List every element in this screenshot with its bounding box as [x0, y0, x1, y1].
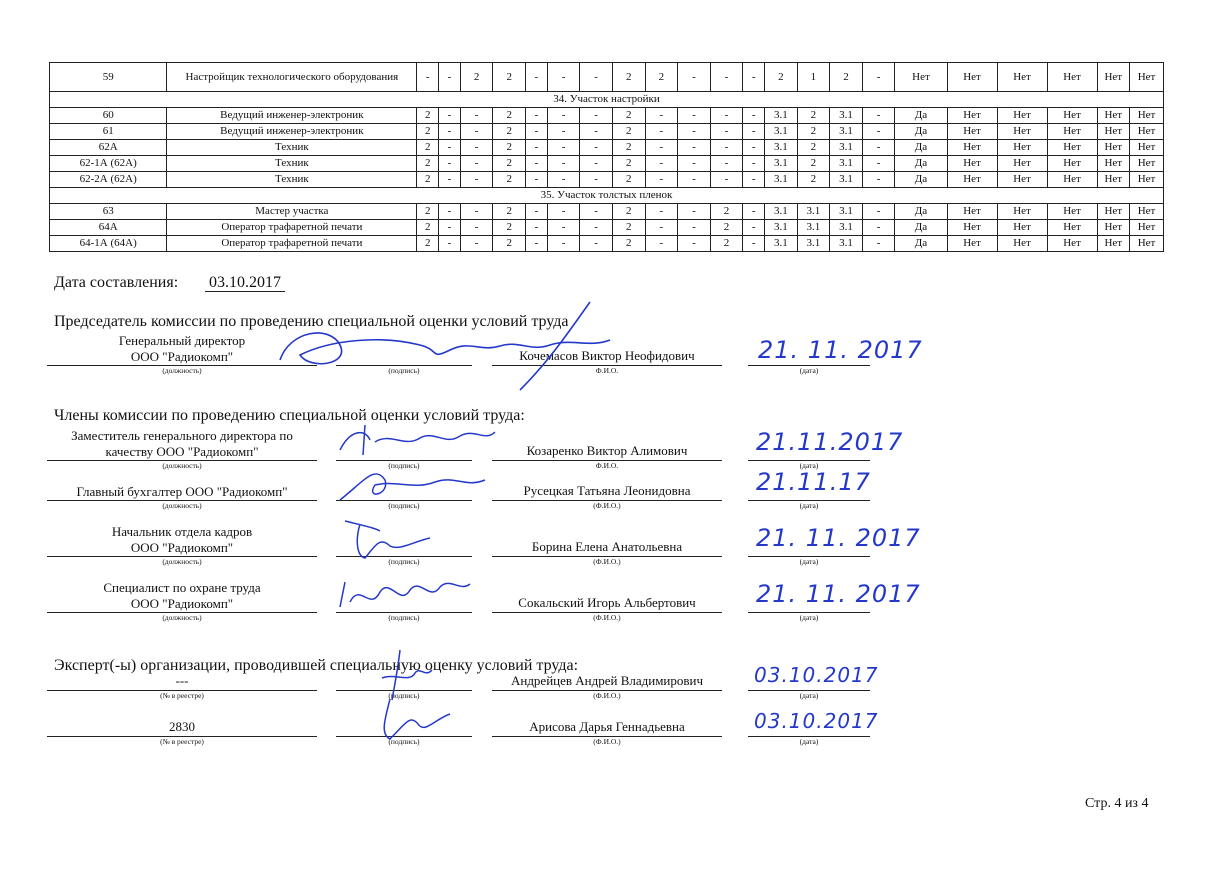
table-row: [50, 204, 1164, 220]
member-cap-name: (Ф.И.О.): [593, 557, 621, 566]
value-cell: Нет: [997, 204, 1047, 220]
expert-cap-date: (дата): [799, 691, 819, 700]
value-cell: -: [526, 156, 548, 172]
member-cap-name: (Ф.И.О.): [593, 613, 621, 622]
table-row: [50, 124, 1164, 140]
value-cell: 3.1: [830, 140, 863, 156]
value-cell: -: [526, 220, 548, 236]
member-name: Козаренко Виктор Алимович: [526, 443, 688, 458]
value-cell: 2: [417, 204, 439, 220]
table-section-row: [50, 188, 1164, 204]
row-number-cell: 63: [50, 204, 167, 220]
value-cell: Нет: [997, 140, 1047, 156]
value-cell: -: [580, 140, 613, 156]
value-cell: -: [460, 124, 493, 140]
member-position-line2: Главный бухгалтер ООО "Радиокомп": [76, 484, 288, 499]
value-cell: Нет: [1047, 236, 1097, 252]
row-number-cell: 62-1А (62А): [50, 156, 167, 172]
expert-date-handwritten: 03.10.2017: [754, 709, 879, 733]
value-cell: -: [862, 63, 895, 92]
value-cell: Нет: [1130, 172, 1164, 188]
value-cell: 3.1: [765, 140, 798, 156]
value-cell: -: [526, 63, 548, 92]
page-number: Стр. 4 из 4: [1085, 796, 1149, 811]
value-cell: -: [580, 124, 613, 140]
value-cell: -: [439, 220, 461, 236]
value-cell: Нет: [1097, 63, 1130, 92]
value-cell: 2: [417, 236, 439, 252]
value-cell: Нет: [1097, 204, 1130, 220]
value-cell: -: [862, 220, 895, 236]
member-date-handwritten: 21. 11. 2017: [756, 580, 921, 608]
value-cell: Нет: [947, 108, 997, 124]
value-cell: 2: [797, 172, 830, 188]
value-cell: Нет: [1047, 124, 1097, 140]
value-cell: Да: [895, 236, 947, 252]
value-cell: Нет: [947, 220, 997, 236]
value-cell: Нет: [1130, 156, 1164, 172]
value-cell: -: [439, 204, 461, 220]
value-cell: Нет: [1047, 108, 1097, 124]
value-cell: Нет: [1097, 140, 1130, 156]
value-cell: 2: [612, 204, 645, 220]
chairman-position-line2: ООО "Радиокомп": [130, 349, 234, 364]
value-cell: 3.1: [830, 124, 863, 140]
value-cell: -: [439, 172, 461, 188]
position-name-cell: Мастер участка: [167, 204, 417, 220]
value-cell: Нет: [947, 204, 997, 220]
member-signature: [335, 572, 505, 622]
value-cell: 2: [612, 236, 645, 252]
value-cell: -: [710, 172, 743, 188]
value-cell: 2: [710, 236, 743, 252]
row-number-cell: 62А: [50, 140, 167, 156]
member-cap-position: (должность): [162, 557, 202, 566]
section-label: 35. Участок толстых пленок: [50, 188, 1164, 204]
value-cell: -: [678, 236, 711, 252]
value-cell: -: [547, 204, 580, 220]
member-position-line1: Начальник отдела кадров: [111, 524, 253, 539]
value-cell: 2: [612, 124, 645, 140]
value-cell: 3.1: [765, 236, 798, 252]
member-cap-name: Ф.И.О.: [595, 461, 619, 470]
value-cell: -: [439, 63, 461, 92]
value-cell: 3.1: [765, 220, 798, 236]
value-cell: -: [862, 124, 895, 140]
value-cell: Нет: [947, 124, 997, 140]
expert-cap-date: (дата): [799, 737, 819, 746]
member-cap-signature: (подпись): [388, 557, 420, 566]
section-label: 34. Участок настройки: [50, 92, 1164, 108]
value-cell: -: [678, 204, 711, 220]
member-position-line1: Специалист по охране труда: [103, 580, 261, 595]
expert-registry: ---: [175, 673, 189, 688]
value-cell: Нет: [997, 172, 1047, 188]
value-cell: -: [547, 220, 580, 236]
position-name-cell: Техник: [167, 140, 417, 156]
member-cap-signature: (подпись): [388, 501, 420, 510]
value-cell: 3.1: [765, 204, 798, 220]
value-cell: -: [645, 124, 678, 140]
value-cell: Нет: [1130, 236, 1164, 252]
member-cap-date: (дата): [799, 613, 819, 622]
value-cell: -: [645, 172, 678, 188]
member-cap-position: (должность): [162, 613, 202, 622]
assessment-table: [49, 62, 1164, 252]
value-cell: 2: [612, 63, 645, 92]
value-cell: -: [678, 172, 711, 188]
table-row: [50, 63, 1164, 92]
member-cap-date: (дата): [799, 501, 819, 510]
value-cell: -: [710, 124, 743, 140]
value-cell: 2: [493, 63, 526, 92]
value-cell: -: [526, 140, 548, 156]
value-cell: Нет: [997, 220, 1047, 236]
value-cell: 3.1: [765, 156, 798, 172]
value-cell: -: [743, 204, 765, 220]
expert-cap-name: (Ф.И.О.): [593, 691, 621, 700]
row-number-cell: 61: [50, 124, 167, 140]
value-cell: Да: [895, 220, 947, 236]
value-cell: -: [547, 236, 580, 252]
member-cap-name: (Ф.И.О.): [593, 501, 621, 510]
value-cell: -: [645, 204, 678, 220]
value-cell: -: [526, 236, 548, 252]
value-cell: -: [710, 63, 743, 92]
value-cell: 2: [493, 220, 526, 236]
member-cap-signature: (подпись): [388, 613, 420, 622]
value-cell: Нет: [947, 140, 997, 156]
value-cell: -: [645, 236, 678, 252]
value-cell: -: [547, 140, 580, 156]
value-cell: -: [439, 124, 461, 140]
value-cell: Нет: [895, 63, 947, 92]
value-cell: Нет: [1047, 220, 1097, 236]
member-date-handwritten: 21.11.17: [756, 468, 871, 496]
value-cell: -: [743, 236, 765, 252]
row-number-cell: 64-1А (64А): [50, 236, 167, 252]
value-cell: -: [743, 63, 765, 92]
chairman-date-handwritten: 21. 11. 2017: [758, 336, 923, 364]
chairman-heading: Председатель комиссии по проведению специальной оценки условий труда: [54, 313, 569, 330]
value-cell: 2: [493, 156, 526, 172]
chairman-cap-date: (дата): [799, 366, 819, 375]
value-cell: -: [710, 108, 743, 124]
value-cell: -: [678, 220, 711, 236]
value-cell: -: [743, 108, 765, 124]
value-cell: Нет: [947, 156, 997, 172]
value-cell: 3.1: [765, 108, 798, 124]
value-cell: -: [678, 63, 711, 92]
value-cell: -: [547, 124, 580, 140]
member-cap-date: (дата): [799, 461, 819, 470]
member-cap-signature: (подпись): [388, 461, 420, 470]
value-cell: -: [460, 108, 493, 124]
value-cell: -: [526, 204, 548, 220]
value-cell: 2: [710, 220, 743, 236]
table-row: [50, 172, 1164, 188]
table-row: [50, 156, 1164, 172]
expert-name: Арисова Дарья Геннадьевна: [529, 719, 685, 734]
expert-registry: 2830: [169, 719, 195, 734]
value-cell: -: [743, 220, 765, 236]
value-cell: 1: [797, 63, 830, 92]
value-cell: Нет: [1097, 124, 1130, 140]
value-cell: 3.1: [830, 236, 863, 252]
value-cell: 2: [493, 108, 526, 124]
value-cell: -: [580, 156, 613, 172]
value-cell: -: [743, 124, 765, 140]
value-cell: Нет: [1130, 63, 1164, 92]
value-cell: -: [526, 108, 548, 124]
value-cell: Нет: [1047, 172, 1097, 188]
value-cell: Нет: [997, 108, 1047, 124]
value-cell: -: [645, 220, 678, 236]
value-cell: Нет: [1130, 204, 1164, 220]
member-date-handwritten: 21. 11. 2017: [756, 524, 921, 552]
expert-cap-registry: (№ в реестре): [160, 737, 204, 746]
table-row: [50, 236, 1164, 252]
member-name: Сокальский Игорь Альбертович: [518, 595, 696, 610]
value-cell: Нет: [1130, 140, 1164, 156]
value-cell: -: [580, 63, 613, 92]
value-cell: Нет: [1130, 220, 1164, 236]
value-cell: -: [743, 156, 765, 172]
table-row: [50, 220, 1164, 236]
expert-cap-signature: (подпись): [388, 691, 420, 700]
value-cell: Нет: [1130, 124, 1164, 140]
position-name-cell: Настройщик технологического оборудования: [167, 63, 417, 92]
member-cap-date: (дата): [799, 557, 819, 566]
chairman-cap-signature: (подпись): [388, 366, 420, 375]
value-cell: Нет: [947, 172, 997, 188]
table-row: [50, 108, 1164, 124]
value-cell: Нет: [947, 63, 997, 92]
table-row: [50, 140, 1164, 156]
value-cell: -: [547, 156, 580, 172]
members-heading: Члены комиссии по проведению специальной оценки условий труда:: [54, 407, 525, 424]
value-cell: -: [460, 204, 493, 220]
value-cell: -: [862, 204, 895, 220]
value-cell: 2: [493, 140, 526, 156]
value-cell: 2: [765, 63, 798, 92]
position-name-cell: Оператор трафаретной печати: [167, 236, 417, 252]
chairman-cap-name: Ф.И.О.: [595, 366, 619, 375]
member-name: Русецкая Татьяна Леонидовна: [523, 483, 691, 498]
value-cell: Нет: [1097, 220, 1130, 236]
value-cell: -: [547, 108, 580, 124]
value-cell: -: [743, 140, 765, 156]
value-cell: -: [547, 172, 580, 188]
chairman-cap-position: (должность): [162, 366, 202, 375]
value-cell: -: [460, 156, 493, 172]
value-cell: 2: [493, 204, 526, 220]
value-cell: 2: [797, 124, 830, 140]
value-cell: 2: [710, 204, 743, 220]
value-cell: -: [678, 108, 711, 124]
row-number-cell: 59: [50, 63, 167, 92]
value-cell: -: [678, 140, 711, 156]
value-cell: Нет: [1097, 108, 1130, 124]
value-cell: Нет: [1047, 204, 1097, 220]
value-cell: 2: [612, 220, 645, 236]
value-cell: 2: [493, 172, 526, 188]
value-cell: -: [439, 140, 461, 156]
value-cell: 2: [417, 140, 439, 156]
value-cell: -: [710, 140, 743, 156]
value-cell: Нет: [1047, 156, 1097, 172]
value-cell: -: [439, 156, 461, 172]
row-number-cell: 60: [50, 108, 167, 124]
value-cell: -: [417, 63, 439, 92]
value-cell: 2: [612, 108, 645, 124]
value-cell: -: [743, 172, 765, 188]
value-cell: Да: [895, 172, 947, 188]
member-position-line1: Заместитель генерального директора по: [71, 428, 293, 443]
value-cell: -: [710, 156, 743, 172]
value-cell: Да: [895, 108, 947, 124]
value-cell: 2: [417, 172, 439, 188]
value-cell: 2: [830, 63, 863, 92]
member-cap-position: (должность): [162, 501, 202, 510]
chairman-signature: [270, 290, 630, 400]
value-cell: -: [678, 124, 711, 140]
value-cell: -: [460, 236, 493, 252]
value-cell: Нет: [1097, 172, 1130, 188]
value-cell: Нет: [947, 236, 997, 252]
value-cell: 2: [493, 236, 526, 252]
value-cell: 2: [612, 140, 645, 156]
value-cell: 3.1: [765, 124, 798, 140]
value-cell: -: [678, 156, 711, 172]
value-cell: 2: [612, 172, 645, 188]
experts-heading: Эксперт(-ы) организации, проводившей специальную оценку условий труда:: [54, 657, 579, 674]
member-signature: [335, 516, 505, 566]
value-cell: Нет: [1130, 108, 1164, 124]
date-label: Дата составления:: [54, 274, 179, 291]
date-value: 03.10.2017: [205, 274, 285, 292]
value-cell: Нет: [997, 236, 1047, 252]
value-cell: -: [460, 220, 493, 236]
value-cell: -: [862, 172, 895, 188]
value-cell: -: [439, 108, 461, 124]
value-cell: Нет: [997, 156, 1047, 172]
member-date-handwritten: 21.11.2017: [756, 428, 904, 456]
member-position-line2: качеству ООО "Радиокомп": [105, 444, 259, 459]
value-cell: 3.1: [797, 220, 830, 236]
value-cell: 3.1: [830, 108, 863, 124]
value-cell: 2: [797, 108, 830, 124]
expert-cap-signature: (подпись): [388, 737, 420, 746]
chairman-position-line1: Генеральный директор: [118, 333, 246, 348]
value-cell: 2: [417, 220, 439, 236]
value-cell: -: [862, 140, 895, 156]
value-cell: Нет: [1097, 236, 1130, 252]
member-position-line2: ООО "Радиокомп": [130, 596, 234, 611]
value-cell: -: [439, 236, 461, 252]
expert-signature: [370, 694, 470, 749]
member-signature: [335, 460, 505, 510]
value-cell: 3.1: [797, 236, 830, 252]
member-name: Борина Елена Анатольевна: [531, 539, 683, 554]
value-cell: Нет: [997, 124, 1047, 140]
member-cap-position: (должность): [162, 461, 202, 470]
value-cell: Да: [895, 156, 947, 172]
value-cell: 2: [417, 108, 439, 124]
value-cell: Нет: [1097, 156, 1130, 172]
expert-cap-name: (Ф.И.О.): [593, 737, 621, 746]
position-name-cell: Техник: [167, 156, 417, 172]
value-cell: -: [460, 140, 493, 156]
value-cell: Да: [895, 204, 947, 220]
position-name-cell: Оператор трафаретной печати: [167, 220, 417, 236]
value-cell: -: [580, 236, 613, 252]
value-cell: -: [526, 124, 548, 140]
value-cell: Да: [895, 124, 947, 140]
value-cell: 3.1: [830, 220, 863, 236]
member-position-line2: ООО "Радиокомп": [130, 540, 234, 555]
position-name-cell: Ведущий инженер-электроник: [167, 124, 417, 140]
value-cell: -: [580, 172, 613, 188]
value-cell: 2: [797, 156, 830, 172]
position-name-cell: Техник: [167, 172, 417, 188]
value-cell: 3.1: [830, 156, 863, 172]
value-cell: 2: [797, 140, 830, 156]
value-cell: -: [580, 108, 613, 124]
value-cell: Нет: [1047, 63, 1097, 92]
expert-name: Андрейцев Андрей Владимирович: [510, 673, 704, 688]
chairman-name: Кочемасов Виктор Неофидович: [519, 348, 695, 363]
value-cell: 3.1: [830, 204, 863, 220]
expert-date-handwritten: 03.10.2017: [754, 663, 879, 687]
value-cell: -: [460, 172, 493, 188]
table-section-row: [50, 92, 1164, 108]
value-cell: 2: [645, 63, 678, 92]
expert-cap-registry: (№ в реестре): [160, 691, 204, 700]
value-cell: -: [526, 172, 548, 188]
value-cell: 2: [460, 63, 493, 92]
value-cell: 2: [417, 156, 439, 172]
value-cell: -: [645, 140, 678, 156]
value-cell: Да: [895, 140, 947, 156]
value-cell: -: [862, 156, 895, 172]
value-cell: 3.1: [797, 204, 830, 220]
value-cell: 2: [493, 124, 526, 140]
value-cell: -: [547, 63, 580, 92]
value-cell: 3.1: [830, 172, 863, 188]
value-cell: -: [645, 108, 678, 124]
value-cell: Нет: [1047, 140, 1097, 156]
value-cell: 3.1: [765, 172, 798, 188]
value-cell: -: [580, 204, 613, 220]
value-cell: 2: [612, 156, 645, 172]
row-number-cell: 64А: [50, 220, 167, 236]
value-cell: Нет: [997, 63, 1047, 92]
value-cell: -: [862, 236, 895, 252]
row-number-cell: 62-2А (62А): [50, 172, 167, 188]
value-cell: -: [580, 220, 613, 236]
value-cell: -: [862, 108, 895, 124]
position-name-cell: Ведущий инженер-электроник: [167, 108, 417, 124]
value-cell: 2: [417, 124, 439, 140]
value-cell: -: [645, 156, 678, 172]
